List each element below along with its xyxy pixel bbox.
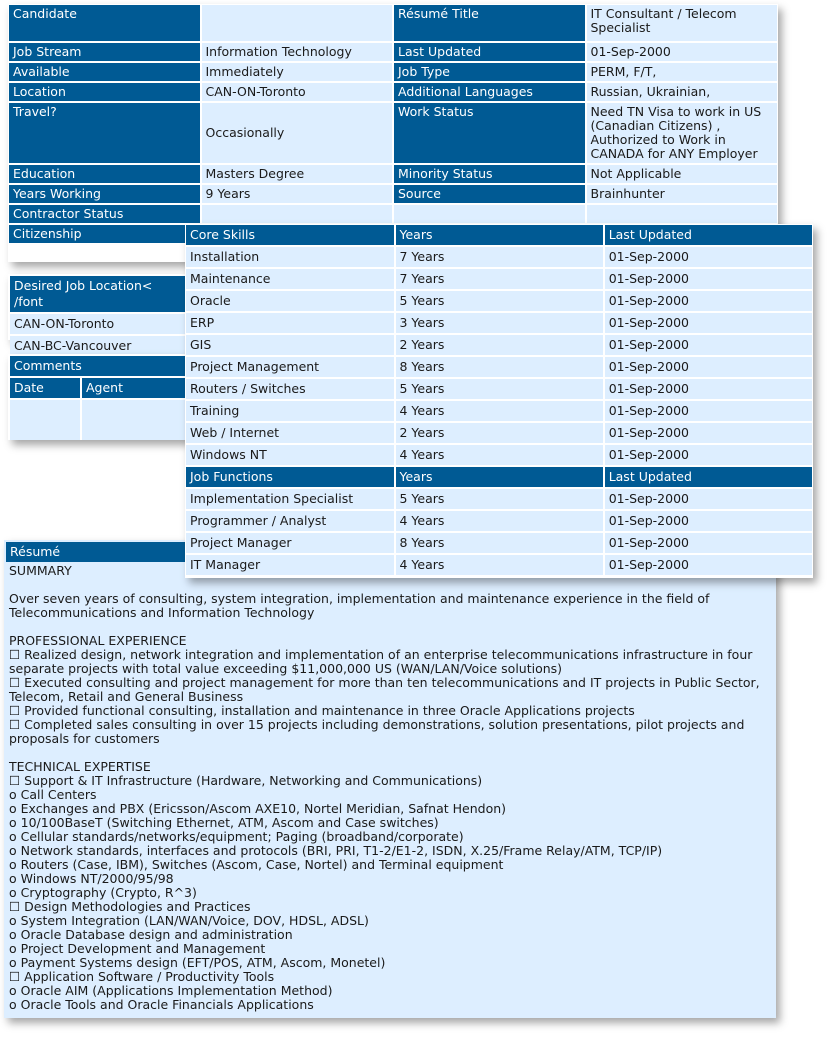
skill-row xyxy=(186,335,812,355)
candidate-label: Candidate xyxy=(9,5,200,41)
skill-updated-cell: 01-Sep-2000 xyxy=(605,533,812,553)
skill-years-cell: 8 Years xyxy=(396,533,603,553)
profile-table xyxy=(7,3,779,245)
skill-years-cell: 8 Years xyxy=(396,357,603,377)
last-updated-value: 01-Sep-2000 xyxy=(587,43,778,61)
resume-panel xyxy=(4,540,776,1018)
skill-name-cell: Windows NT xyxy=(186,445,394,465)
skill-years-cell: 5 Years xyxy=(396,291,603,311)
skill-row xyxy=(186,423,812,443)
skills-table xyxy=(184,223,814,577)
resume-header: Résumé xyxy=(6,542,774,562)
skill-updated-cell: 01-Sep-2000 xyxy=(605,489,812,509)
skill-updated-cell: 01-Sep-2000 xyxy=(605,247,812,267)
comments-header: Comments xyxy=(10,356,186,376)
years-working-value: 9 Years xyxy=(202,185,393,203)
skill-name-cell: Oracle xyxy=(186,291,394,311)
skill-years-cell: 4 Years xyxy=(396,555,603,575)
skill-years-cell: 7 Years xyxy=(396,269,603,289)
skill-name-cell: Project Management xyxy=(186,357,394,377)
comments-agent-cell xyxy=(82,400,186,440)
skill-name-cell: GIS xyxy=(186,335,394,355)
skill-updated-cell: 01-Sep-2000 xyxy=(605,335,812,355)
skill-row xyxy=(186,489,812,509)
desired-location-item: CAN-ON-Toronto xyxy=(10,314,186,334)
work-status-value: Need TN Visa to work in US (Canadian Citizens) , Authorized to Work in CANADA for ANY Employer xyxy=(587,103,778,163)
contractor-extra-1 xyxy=(394,205,585,223)
desired-location-header: Desired Job Location< /font xyxy=(10,276,186,312)
skill-row xyxy=(186,401,812,421)
resume-body: SUMMARY Over seven years of consulting, system integration, implementation and maintenance experience in the field of Telecommunications and Information Technology PROFESSIONAL EXPERIENCE ☐ Realized design, network integration and implementation of an enterprise telecommunications infrastructure in four separate projects with total value exceeding $11,000,000 US (WAN/LAN/Voice solutions) ☐ Executed consulting and project management for more than ten telecommunications and IT projects in Public Sector, Telecom, Retail and General Business ☐ Provided functional consulting, installation and maintenance in three Oracle Applications projects ☐ Completed sales consulting in over 15 projects including demonstrations, solution presentations, pilot projects and proposals for customers TECHNICAL EXPERTISE ☐ Support & IT Infrastructure (Hardware, Networking and Communications) o Call Centers o Exchanges and PBX (Ericsson/Ascom AXE10, Nortel Meridian, Safnat Hendon) o 10/100BaseT (Switching Ethernet, ATM, Ascom and Case switches) o Cellular standards/networks/equipment; Paging (broadband/corporate) o Network standards, interfaces and protocols (BRI, PRI, T1-2/E1-2, ISDN, X.25/Frame Relay/ATM, TCP/IP) o Routers (Case, IBM), Switches (Ascom, Case, Nortel) and Terminal equipment o Windows NT/2000/95/98 o Cryptography (Crypto, R^3) ☐ Design Methodologies and Practices o System Integration (LAN/WAN/Voice, DOV, HDSL, ADSL) o Oracle Database design and administration o Project Development and Management o Payment Systems design (EFT/POS, ATM, Ascom, Monetel) ☐ Application Software / Productivity Tools o Oracle AIM (Applications Implementation Method) o Oracle Tools and Oracle Financials Applications xyxy=(9,563,760,1012)
skill-name-cell: Implementation Specialist xyxy=(186,489,394,509)
skill-updated-cell: 01-Sep-2000 xyxy=(605,379,812,399)
skill-name-cell: Installation xyxy=(186,247,394,267)
contractor-extra-2 xyxy=(587,205,778,223)
location-label: Location xyxy=(9,83,200,101)
skill-row xyxy=(186,511,812,531)
work-status-label: Work Status xyxy=(394,103,585,163)
skill-row xyxy=(186,247,812,267)
skill-years-cell: 7 Years xyxy=(396,247,603,267)
source-value: Brainhunter xyxy=(587,185,778,203)
desired-location-item: CAN-BC-Vancouver xyxy=(10,336,186,356)
skill-updated-cell: 01-Sep-2000 xyxy=(605,269,812,289)
skill-name-cell: Project Manager xyxy=(186,533,394,553)
travel-value: Occasionally xyxy=(202,103,393,163)
skill-row xyxy=(186,379,812,399)
skill-years-cell: 3 Years xyxy=(396,313,603,333)
available-label: Available xyxy=(9,63,200,81)
core-header-updated: Last Updated xyxy=(605,225,812,245)
education-label: Education xyxy=(9,165,200,183)
source-label: Source xyxy=(394,185,585,203)
skill-years-cell: 2 Years xyxy=(396,335,603,355)
functions-header-years: Years xyxy=(396,467,603,487)
job-stream-value: Information Technology xyxy=(202,43,393,61)
skill-updated-cell: 01-Sep-2000 xyxy=(605,423,812,443)
comments-col-agent: Agent xyxy=(82,378,186,398)
job-type-label: Job Type xyxy=(394,63,585,81)
resume-title-label: Résumé Title xyxy=(394,5,585,41)
skill-updated-cell: 01-Sep-2000 xyxy=(605,511,812,531)
languages-label: Additional Languages xyxy=(394,83,585,101)
citizenship-label: Citizenship xyxy=(9,225,200,243)
core-header-row xyxy=(186,225,812,245)
travel-label: Travel? xyxy=(9,103,200,163)
minority-value: Not Applicable xyxy=(587,165,778,183)
functions-header-row xyxy=(186,467,812,487)
years-working-label: Years Working xyxy=(9,185,200,203)
skill-updated-cell: 01-Sep-2000 xyxy=(605,313,812,333)
comments-date-cell xyxy=(10,400,80,440)
skill-name-cell: Training xyxy=(186,401,394,421)
skill-years-cell: 5 Years xyxy=(396,489,603,509)
skill-updated-cell: 01-Sep-2000 xyxy=(605,291,812,311)
languages-value: Russian, Ukrainian, xyxy=(587,83,778,101)
last-updated-label: Last Updated xyxy=(394,43,585,61)
skill-updated-cell: 01-Sep-2000 xyxy=(605,401,812,421)
skill-row xyxy=(186,533,812,553)
skill-name-cell: Web / Internet xyxy=(186,423,394,443)
functions-header-name: Job Functions xyxy=(186,467,394,487)
skill-name-cell: ERP xyxy=(186,313,394,333)
skill-row xyxy=(186,269,812,289)
skill-name-cell: Routers / Switches xyxy=(186,379,394,399)
skills-panel xyxy=(185,224,813,578)
candidate-value xyxy=(202,5,393,41)
skill-years-cell: 2 Years xyxy=(396,423,603,443)
skill-row xyxy=(186,357,812,377)
minority-label: Minority Status xyxy=(394,165,585,183)
core-header-years: Years xyxy=(396,225,603,245)
functions-header-updated: Last Updated xyxy=(605,467,812,487)
skill-years-cell: 4 Years xyxy=(396,401,603,421)
education-value: Masters Degree xyxy=(202,165,393,183)
job-stream-label: Job Stream xyxy=(9,43,200,61)
skill-row xyxy=(186,291,812,311)
contractor-label: Contractor Status xyxy=(9,205,200,223)
skill-years-cell: 5 Years xyxy=(396,379,603,399)
skill-row xyxy=(186,313,812,333)
skill-years-cell: 4 Years xyxy=(396,511,603,531)
available-value: Immediately xyxy=(202,63,393,81)
skill-name-cell: IT Manager xyxy=(186,555,394,575)
contractor-value xyxy=(202,205,393,223)
skill-updated-cell: 01-Sep-2000 xyxy=(605,357,812,377)
skill-years-cell: 4 Years xyxy=(396,445,603,465)
comments-panel xyxy=(8,354,188,440)
resume-title-value: IT Consultant / Telecom Specialist xyxy=(587,5,778,41)
core-header-name: Core Skills xyxy=(186,225,394,245)
desired-location-panel xyxy=(8,274,188,353)
job-type-value: PERM, F/T, xyxy=(587,63,778,81)
location-value: CAN-ON-Toronto xyxy=(202,83,393,101)
comments-col-date: Date xyxy=(10,378,80,398)
skill-updated-cell: 01-Sep-2000 xyxy=(605,555,812,575)
skill-row xyxy=(186,555,812,575)
skill-name-cell: Maintenance xyxy=(186,269,394,289)
skill-row xyxy=(186,445,812,465)
skill-name-cell: Programmer / Analyst xyxy=(186,511,394,531)
skill-updated-cell: 01-Sep-2000 xyxy=(605,445,812,465)
